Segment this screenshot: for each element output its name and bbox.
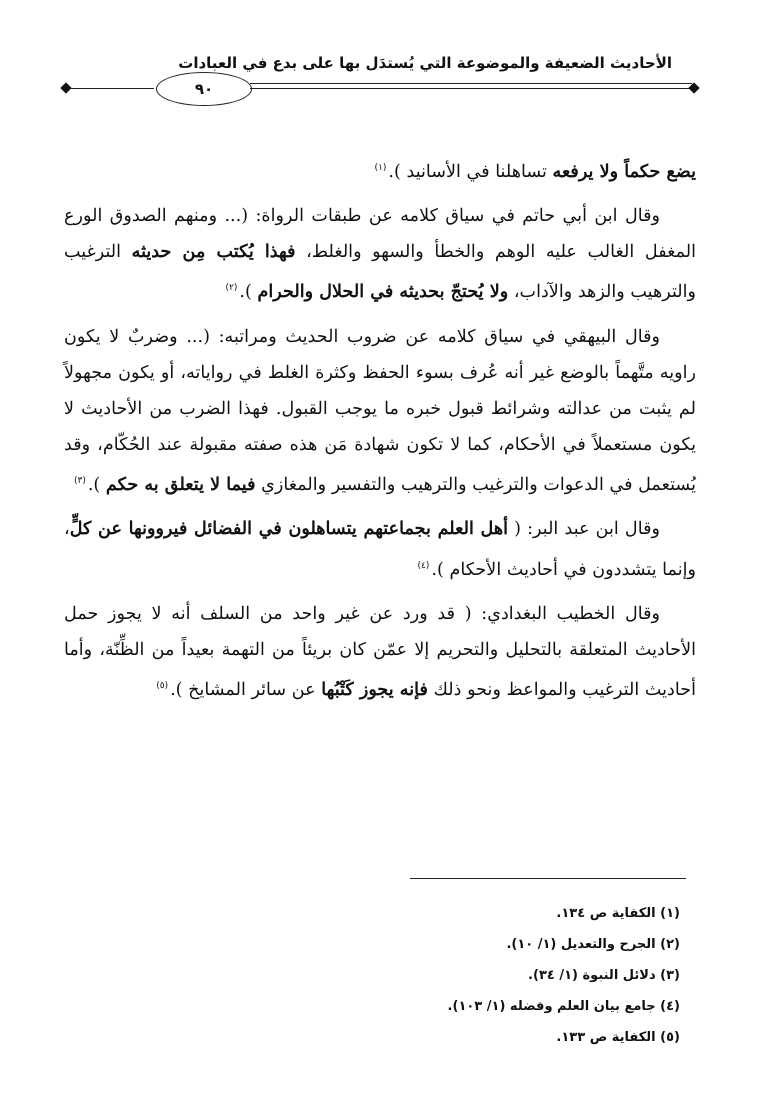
footnote-ref: (٣) xyxy=(73,476,86,487)
bold-phrase: فإنه يجوز كَتْبُها xyxy=(321,678,428,700)
footnotes xyxy=(380,898,680,1053)
footnote-separator xyxy=(410,878,686,879)
footnote-ref: (٤) xyxy=(417,560,430,571)
bold-phrase: يضع حكماً ولا يرفعه xyxy=(552,160,696,182)
header-ornament-right xyxy=(688,82,699,93)
header-rule-left xyxy=(68,88,154,89)
footnote-ref: (٢) xyxy=(225,283,238,294)
footnote-1: (١) الكفاية ص ١٣٤. xyxy=(556,906,680,921)
text-run: الترغيب والترهيب والزهد والآداب، xyxy=(64,242,696,303)
footnote-4: (٤) جامع بيان العلم وفضله (١/ ١٠٣). xyxy=(447,999,680,1014)
text-run: ، وإنما يتشددون في أحاديث الأحكام ). xyxy=(64,519,696,580)
text-run: وقال الخطيب البغدادي: ( قد ورد عن غير واحد من السلف أنه لا يجوز حمل الأحاديث المتعلقة بالتحليل والتحريم إلا عمّن كان بريئاً من التهمة بعيداً من الظِّنّة، وأما أحاديث الترغيب والمواعظ ونحو ذلك xyxy=(64,603,696,700)
paragraph-4 xyxy=(64,511,696,587)
footnote-5: (٥) الكفاية ص ١٣٣. xyxy=(556,1030,680,1045)
text-run: ). xyxy=(87,475,106,496)
bold-phrase: ولا يُحتجّ بحديثه في الحلال والحرام xyxy=(257,281,509,303)
text-run: وقال ابن أبي حاتم في سياق كلامه عن طبقات الرواة: (... ومنهم الصدوق الورع المغفل الغالب عليه الوهم والخطأ والسهو والغلط، xyxy=(64,206,696,263)
header-rule-right xyxy=(250,88,692,89)
paragraph-1 xyxy=(64,150,696,190)
main-text xyxy=(64,150,696,716)
bold-phrase: أهل العلم بجماعتهم يتساهلون في الفضائل فيروونها عن كلٍّ xyxy=(69,518,508,540)
footnote-ref: (١) xyxy=(374,163,387,173)
text-run: وقال ابن عبد البر: ( xyxy=(508,519,660,540)
footnote-2: (٢) الجرح والتعديل (١/ ١٠). xyxy=(506,937,680,952)
paragraph-2 xyxy=(64,198,696,310)
page-number: ٩٠ xyxy=(156,72,252,106)
running-title: الأحاديث الضعيفة والموضوعة التي يُستدَل بها على بدع في العبادات xyxy=(178,54,672,72)
text-run: تساهلنا في الأسانيد ). xyxy=(388,161,553,182)
header-rule-upper xyxy=(250,83,692,84)
text-run: وقال البيهقي في سياق كلامه عن ضروب الحديث ومراتبه: (... وضربٌ لا يكون راويه متَّهماً بالوضع غير أنه عُرف بسوء الحفظ وكثرة الغلط في رواياته، أو يكون مجهولاً لم يثبت من عدالته وشرائط قبول خبره ما يوجب القبول. فهذا الضرب من الأحاديث لا يكون مستعملاً في الأحكام، كما لا تكون شهادة مَن هذه صفته مقبولة عند الحُكّام، وقد يُستعمل في الدعوات والترغيب والترهيب والتفسير والمغازي xyxy=(64,326,696,496)
page-header xyxy=(60,54,700,110)
bold-phrase: فهذا يُكتب مِن حديثه xyxy=(131,241,296,263)
text-run: عن سائر المشايخ ). xyxy=(170,679,322,700)
bold-phrase: فيما لا يتعلق به حكم xyxy=(105,474,256,496)
paragraph-5 xyxy=(64,596,696,708)
footnote-3: (٣) دلائل النبوة (١/ ٣٤). xyxy=(528,968,680,983)
footnote-ref: (٥) xyxy=(156,681,169,692)
text-run: ). xyxy=(239,282,258,303)
paragraph-3 xyxy=(64,319,696,504)
